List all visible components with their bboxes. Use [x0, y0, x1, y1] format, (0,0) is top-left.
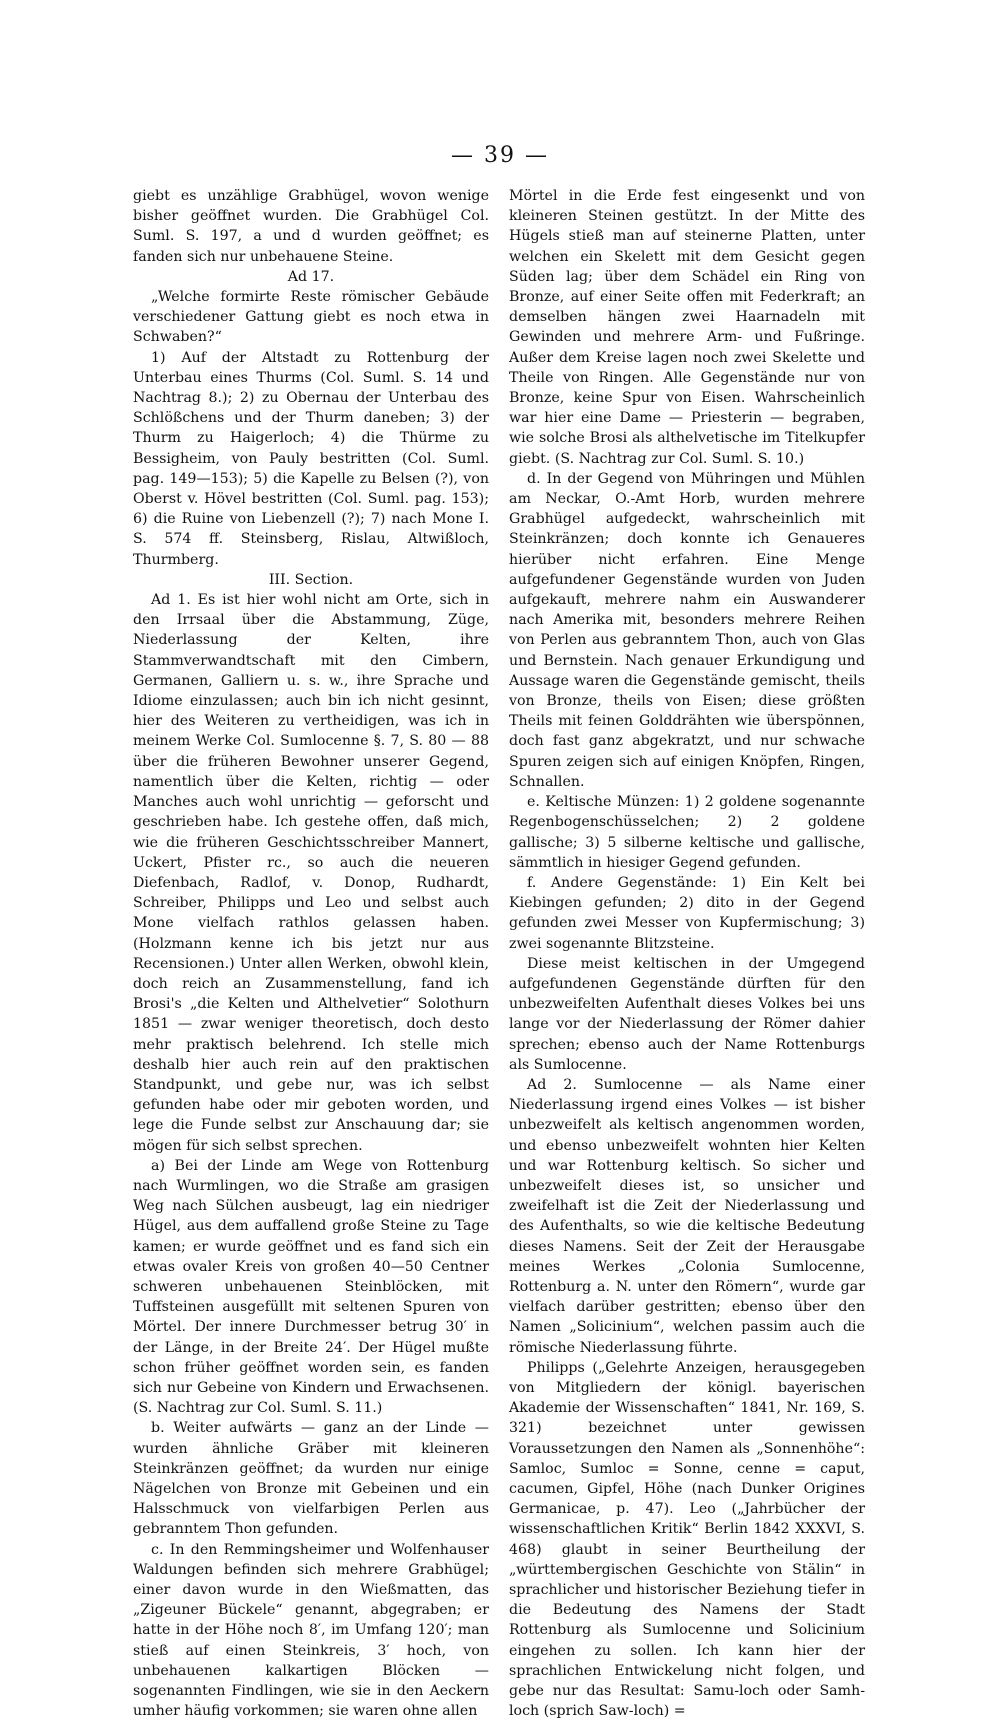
paragraph: Ad 1. Es ist hier wohl nicht am Orte, sich in den Irrsaal über die Abstammung, Züge, Niederlassung der Kelten, ihre Stammverwandtschaft mit den Cimbern, Germanen, Galliern u. s. w., ihre Sprache und Idiome einzulassen; auch bin ich nicht gesinnt, hier des Weiteren zu vertheidigen, was ich in meinem Werke Col. Sumlocenne §. 7, S. 80 — 88 über die früheren Bewohner unserer Gegend, namentlich über die Kelten, richtig — oder Manches auch wohl unrichtig — geforscht und geschrieben habe. Ich gestehe offen, daß mich, wie die früheren Geschichtsschreiber Mannert, Uckert, Pfister rc., so auch die neueren Diefenbach, Radlof, v. Donop, Rudhardt, Schreiber, Philipps und Leo und selbst auch Mone vielfach rathlos gelassen haben. (Holzmann kenne ich bis jetzt nur aus Recensionen.) Unter allen Werken, obwohl klein, doch reich an Zusammenstellung, fand ich Brosi's „die Kelten und Althelvetier“ Solothurn 1851 — zwar weniger theoretisch, doch desto mehr praktisch belehrend. Ich stelle mich deshalb hier auch rein auf den praktischen Standpunkt, und gebe nur, was ich selbst gefunden habe oder mir geboten worden, und lege die Funde selbst zur Anschauung dar; sie mögen für sich selbst sprechen. — [133, 592, 489, 1154]
paragraph: e. Keltische Münzen: 1) 2 goldene sogenannte Regenbogenschüsselchen; 2) 2 goldene gallische; 3) 5 silberne keltische und gallische, sämmtlich in hiesiger Gegend gefunden. — [509, 794, 865, 871]
right-column — [509, 186, 865, 1721]
page-number: — 39 — — [451, 143, 549, 168]
paragraph: d. In der Gegend von Mühringen und Mühlen am Neckar, O.-Amt Horb, wurden mehrere Grabhügel aufgedeckt, wahrscheinlich mit Steinkränzen; doch konnte ich Genaueres hierüber nicht erfahren. Eine Menge aufgefundener Gegenstände wurden von Juden aufgekauft, mehrere nahm ein Auswanderer nach Amerika mit, besonders mehrere Reihen von Perlen aus gebranntem Thon, auch von Glas und Bernstein. Nach genauer Erkundigung und Aussage waren die Gegenstände gemischt, theils von Bronze, theils von Eisen; diese größten Theils mit feinen Golddrähten wie überspönnen, doch fast ganz abgekratzt, und nur schwache Spuren zeigen sich auf einigen Knöpfen, Ringen, Schnallen. — [509, 470, 865, 790]
paragraph: Mörtel in die Erde fest eingesenkt und von kleineren Steinen gestützt. In der Mitte des Hügels stieß man auf steinerne Platten, unter welchen ein Skelett mit dem Gesicht gegen Süden lag; über dem Schädel ein Ring von Bronze, auf einer Seite offen mit Federkraft; an demselben hängen zwei Haarnadeln mit Gewinden und mehrere Arm- und Fußringe. Außer dem Kreise lagen noch zwei Skelette und Theile von Ringen. Alle Gegenstände nur von Bronze, keine Spur von Eisen. Wahrscheinlich war hier eine Dame — Priesterin — begraben, wie solche Brosi als althelvetische im Titelkupfer giebt. (S. Nachtrag zur Col. Suml. S. 10.) — [509, 188, 865, 467]
paragraph: b. Weiter aufwärts — ganz an der Linde — wurden ähnliche Gräber mit kleineren Steinkränzen geöffnet; da wurden nur einige Nägelchen von Bronze mit Gebeinen und ein Halsschmuck von vielfarbigen Perlen aus gebranntem Thon gefunden. — [133, 1420, 489, 1538]
paragraph: Diese meist keltischen in der Umgegend aufgefundenen Gegenstände dürften für den unbezweifelten Aufenthalt dieses Volkes bei uns lange vor der Niederlassung der Römer dahier sprechen; ebenso auch der Name Rottenburgs als Sumlocenne. — [509, 955, 865, 1073]
paragraph: giebt es unzählige Grabhügel, wovon wenige bisher geöffnet wurden. Die Grabhügel Col. Suml. S. 197, a und d wurden geöffnet; es fanden sich nur unbehauene Steine. — [133, 188, 489, 265]
paragraph: a) Bei der Linde am Wege von Rottenburg nach Wurmlingen, wo die Straße am grasigen Weg nach Sülchen ausbeugt, lag ein niedriger Hügel, aus dem auffallend große Steine zu Tage kamen; er wurde geöffnet und es fand sich ein etwas ovaler Kreis von großen 40—50 Centner schweren unbehauenen Steinblöcken, mit Tuffsteinen ausgefüllt mit seltenen Spuren von Mörtel. Der innere Durchmesser betrug 30′ in der Länge, in der Breite 24′. Der Hügel mußte schon früher geöffnet worden sein, es fanden sich nur Gebeine von Kindern und Erwachsenen. (S. Nachtrag zur Col. Suml. S. 11.) — [133, 1157, 489, 1417]
left-column — [133, 186, 489, 1721]
paragraph: 1) Auf der Altstadt zu Rottenburg der Unterbau eines Thurms (Col. Suml. S. 14 und Nachtrag 8.); 2) zu Obernau der Unterbau des Schlößchens und der Thurm daneben; 3) der Thurm zu Haigerloch; 4) die Thürme zu Bessigheim, von Pauly bestritten (Col. Suml. pag. 149—153); 5) die Kapelle zu Belsen (?), von Oberst v. Hövel bestritten (Col. Suml. pag. 153); 6) die Ruine von Liebenzell (?); 7) nach Mone I. S. 574 ff. Steinsberg, Rislau, Altwißloch, Thurmberg. — [133, 349, 489, 568]
paragraph: Philipps („Gelehrte Anzeigen, herausgegeben von Mitgliedern der königl. bayerischen Akademie der Wissenschaften“ 1841, Nr. 169, S. 321) bezeichnet unter gewissen Voraussetzungen den Namen als „Sonnenhöhe“: Samloc, Sumloc = Sonne, cenne = caput, cacumen, Gipfel, Höhe (nach Dunker Origines Germanicae, p. 47). Leo („Jahrbücher der wissenschaftlichen Kritik“ Berlin 1842 XXXVI, S. 468) glaubt in seiner Beurtheilung der „württembergischen Geschichte von Stälin“ in sprachlicher und historischer Beziehung tiefer in die Bedeutung des Namens der Stadt Rottenburg als Sumlocenne und Solicinium eingehen zu sollen. Ich kann hier der sprachlichen Entwickelung nicht folgen, und gebe nur das Resultat: Samu-loch oder Samh-loch (sprich Saw-loch) = — [509, 1359, 865, 1720]
paragraph: Ad 2. Sumlocenne — als Name einer Niederlassung irgend eines Volkes — ist bisher unbezweifelt als keltisch angenommen worden, und ebenso unbezweifelt wohnten hier Kelten und war Rottenburg keltisch. So sicher und unbezweifelt dieses ist, so unsicher und zweifelhaft ist die Zeit der Niederlassung und des Aufenthalts, so wie die keltische Bedeutung dieses Namens. Seit der Zeit der Herausgabe meines Werkes „Colonia Sumlocenne, Rottenburg a. N. unter den Römern“, wurde gar vielfach darüber gestritten; ebenso über den Namen „Solicinium“, welchen passim auch die römische Niederlassung führte. — [509, 1076, 865, 1356]
paragraph: c. In den Remmingsheimer und Wolfenhauser Waldungen befinden sich mehrere Grabhügel; einer davon wurde in den Wießmatten, das „Zigeuner Bückele“ genannt, abgegraben; er hatte in der Höhe noch 8′, im Umfang 120′; man stieß auf einen Steinkreis, 3′ hoch, von unbehauenen kalkartigen Blöcken — sogenannten Findlingen, wie sie in den Aeckern umher häufig vorkommen; sie waren ohne allen — [133, 1541, 489, 1720]
paragraph: f. Andere Gegenstände: 1) Ein Kelt bei Kiebingen gefunden; 2) dito in der Gegend gefunden zwei Messer von Kupfermischung; 3) zwei sogenannte Blitzsteine. — [509, 874, 865, 952]
section-heading: Ad 17. — [287, 268, 335, 285]
section-heading: III. Section. — [268, 571, 354, 588]
paragraph: „Welche formirte Reste römischer Gebäude verschiedener Gattung giebt es noch etwa in Schwaben?“ — [133, 289, 489, 346]
